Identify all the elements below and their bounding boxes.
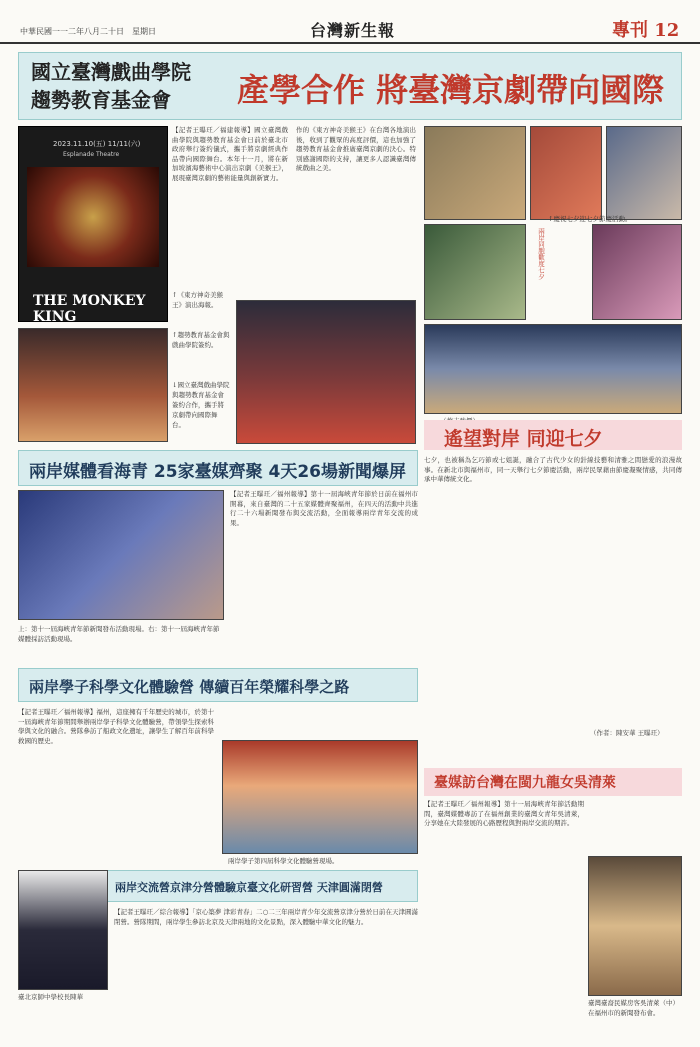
- qixi-photo-4: [424, 224, 526, 320]
- story2-caption: 上：第十一屆海峽青年節新聞發布活動現場。右：第十一屆海峽青年節媒體採訪活動現場。: [18, 625, 220, 643]
- issue-date: 中華民國一一二年八月二十日 星期日: [20, 27, 156, 36]
- poster-caption: ↑《東方神奇美猴王》演出海報。: [172, 291, 223, 309]
- story6-body: 【記者王曝玨／福州報導】第十一屆海峽青年節活動期間，臺灣媒體專訪了在福州創業的臺灣女青年吳清萊，分享她在大陸發展的心路歷程與對兩岸交流的期許。: [424, 800, 584, 827]
- story2-body: 【記者王曝玨／福州報導】第十一屆海峽青年節於日前在福州市開幕，來自臺灣的二十五家媒體齊聚福州，在四天的活動中共進行二十六場新聞發布與交流活動，全面報導兩岸青年交流的成果。: [230, 490, 418, 527]
- story4-caption: 臺北京師中學校長陳華: [18, 993, 83, 1001]
- top-story-body-1: 【記者王曝玨／福建報導】國立臺灣戲曲學院與趨勢教育基金會日前於臺北市政府舉行簽約儀式，攜手將京劇經典作品帶向國際舞台。本年十一月，將在新加坡濱海藝術中心演出京劇《美猴王》，展現臺灣京劇的藝術能量與創新實力。: [172, 126, 288, 182]
- org-name-1: 國立臺灣戲曲學院: [31, 60, 191, 84]
- qixi-headline-band: [424, 420, 682, 450]
- poster-image: [18, 126, 168, 325]
- monkey-king-figure: [27, 167, 159, 267]
- qixi-photo-2: [530, 126, 602, 220]
- qixi-photo-1: [424, 126, 526, 220]
- top-story-banner: [18, 52, 682, 120]
- science-camp-photo: [222, 740, 418, 854]
- story4-body: 【記者王曝玨／綜合報導】「京心築夢 津彩青春」二○二三年兩岸青少年交流營京津分營於日前在天津圓滿閉營。營隊期間，兩岸學生參訪北京及天津兩地的文化景點，深入體驗中華文化的魅力。: [114, 908, 418, 926]
- qixi-photo-3: [606, 126, 682, 220]
- story2-banner: [18, 450, 418, 486]
- top-story-headline: 產學合作 將臺灣京劇帶向國際: [237, 71, 665, 109]
- story3-body: 【記者王曝玨／福州報導】福州，這座擁有千年歷史的城市，於第十一屆海峽青年節期間舉辦兩岸學子科學文化體驗營，帶領學生探索科學與文化的融合。營隊參訪了船政文化遺址，讓學生了解百年前科學救國的歷史。: [18, 708, 214, 745]
- cooperation-caption: ↓國立臺灣戲曲學院與趨勢教育基金會簽約合作，攜手將京劇帶向國際舞台。: [172, 381, 230, 429]
- poster-title: THE MONKEY KING: [33, 293, 146, 325]
- story6-band: [424, 768, 682, 796]
- media-event-photo: [18, 490, 224, 620]
- org-name-2: 趨勢教育基金會: [31, 88, 171, 112]
- poster-venue: Esplanade Theatre: [63, 151, 120, 158]
- qixi-side-label: 兩岸同胞歡度七夕: [537, 228, 545, 280]
- newspaper-name: 台灣新生報: [310, 21, 396, 40]
- qixi-photo-5: [592, 224, 682, 320]
- qixi-author: （作者：陳安華 王曝玨）: [590, 729, 664, 737]
- story6-headline: 臺媒訪台灣在閩九龍女吳清萊: [434, 775, 616, 791]
- story2-headline: 兩岸媒體看海青 25家臺媒齊聚 4天26場新聞爆屏: [29, 462, 406, 482]
- story3-caption: 兩岸學子第四屆科學文化體驗營現場。: [228, 857, 339, 865]
- top-story-body-2: 作的《東方神奇美猴王》在台灣各地演出後，收到了觀眾的高度評價，這也加強了趨勢教育基金會推廣臺灣京劇的決心。特別感謝國際的支持，讓更多人認識臺灣傳統戲曲之美。: [296, 126, 416, 172]
- story6-caption: 臺灣臺裔民媒房客吳清萊（中）在福州市的新聞發布會。: [588, 999, 679, 1017]
- poster-dates: 2023.11.10(五) 11/11(六): [53, 140, 141, 148]
- signing-caption: ↑趨勢教育基金會與戲曲學院簽約。: [172, 331, 230, 349]
- story3-headline: 兩岸學子科學文化體驗營 傳續百年榮耀科學之路: [29, 678, 350, 696]
- page-edition: 專刊 12: [612, 20, 680, 41]
- qixi-crowd-photo: [424, 324, 682, 414]
- story3-banner: [18, 668, 418, 702]
- qixi-top-caption: ↑慶祝七夕迎七夕節慶活動。: [548, 215, 632, 223]
- qixi-body: 七夕，也被稱為乞巧節或七姐誕，融合了古代少女的針線技藝和清雅之間戀愛的浪漫故事。在新北市與福州市，同一天舉行七夕節慶活動，兩岸民眾藉由節慶凝聚情感，共同傳承中華傳統文化。: [424, 456, 682, 483]
- story4-headline: 兩岸交流營京津分營體驗京臺文化研習營 天津圓滿閉營: [115, 881, 383, 894]
- signing-ceremony-photo: [236, 300, 416, 444]
- principal-photo: [18, 870, 108, 990]
- wu-qinglai-photo: [588, 856, 682, 996]
- qixi-headline: 遙望對岸 同迎七夕: [444, 428, 603, 450]
- masthead: [0, 0, 700, 44]
- opera-performers-photo: [18, 328, 168, 442]
